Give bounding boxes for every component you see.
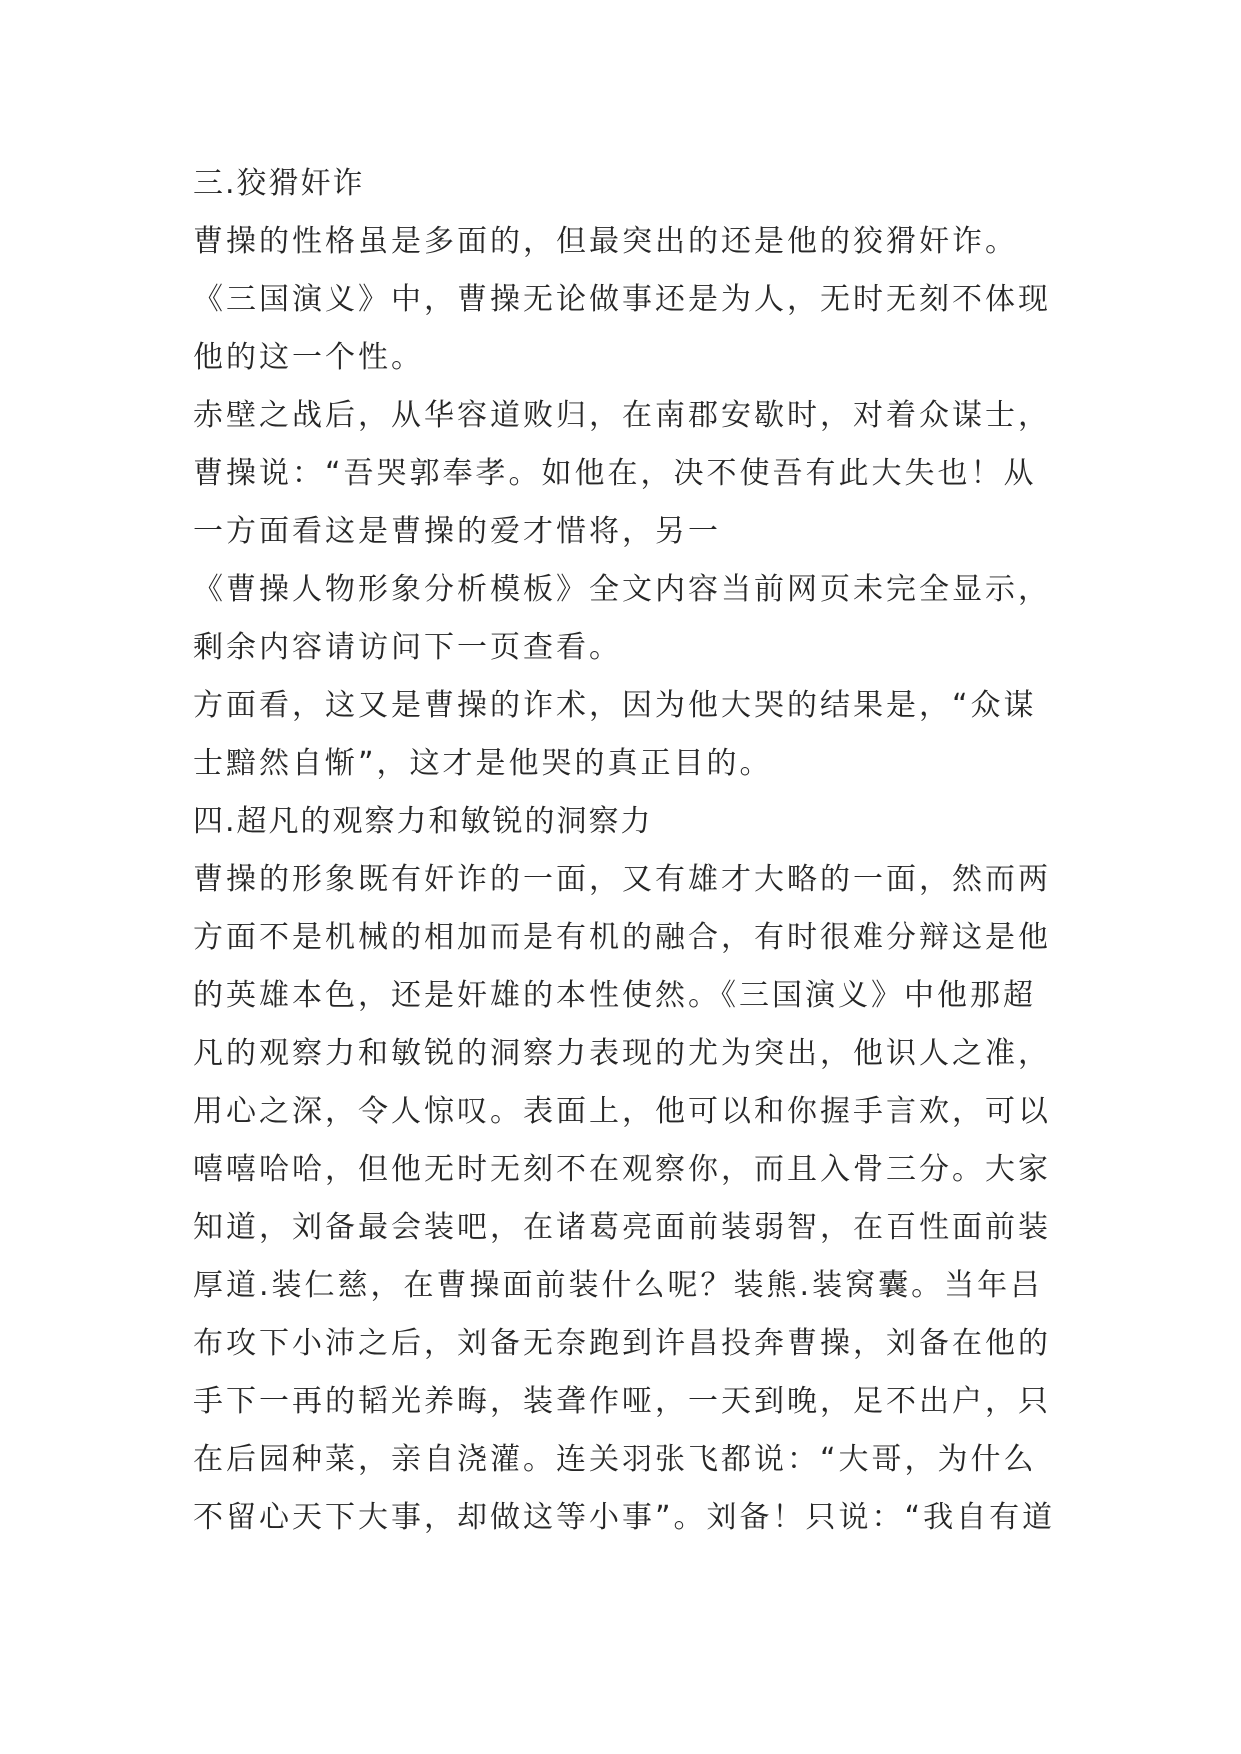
paragraph-line: 嘻嘻哈哈，但他无时无刻不在观察你，而且入骨三分。大家 <box>193 1152 1051 1187</box>
paragraph-line: 赤壁之战后，从华容道败归，在南郡安歇时，对着众谋士， <box>193 398 1051 433</box>
paragraph-line: 方面不是机械的相加而是有机的融合，有时很难分辩这是他 <box>193 920 1051 955</box>
paragraph-line: 用心之深，令人惊叹。表面上，他可以和你握手言欢，可以 <box>193 1094 1051 1129</box>
paragraph-line: 曹操说：“吾哭郭奉孝。如他在，决不使吾有此大失也！从 <box>193 456 1037 491</box>
truncation-notice-line: 剩余内容请访问下一页查看。 <box>193 630 622 665</box>
paragraph-line: 曹操的性格虽是多面的，但最突出的还是他的狡猾奸诈。 <box>193 224 1018 259</box>
paragraph-line: 的英雄本色，还是奸雄的本性使然。《三国演义》中他那超 <box>193 978 1036 1013</box>
truncation-notice-line: 《曹操人物形象分析模板》全文内容当前网页未完全显示， <box>193 572 1051 607</box>
paragraph-line: 《三国演义》中，曹操无论做事还是为人，无时无刻不体现 <box>193 282 1051 317</box>
paragraph-line: 手下一再的韬光养晦，装聋作哑，一天到晚，足不出户，只 <box>193 1384 1051 1419</box>
paragraph-line: 厚道.装仁慈，在曹操面前装什么呢？装熊.装窝囊。当年吕 <box>193 1268 1044 1303</box>
paragraph-line: 不留心天下大事，却做这等小事”。刘备！只说：“我自有道 <box>193 1500 1056 1535</box>
paragraph-line: 方面看，这又是曹操的诈术，因为他大哭的结果是，“众谋 <box>193 688 1037 723</box>
document-body <box>193 155 1073 1547</box>
paragraph-line: 一方面看这是曹操的爱才惜将，另一 <box>193 514 721 549</box>
paragraph-line: 布攻下小沛之后，刘备无奈跑到许昌投奔曹操，刘备在他的 <box>193 1326 1051 1361</box>
paragraph-line: 他的这一个性。 <box>193 340 424 375</box>
paragraph-line: 士黯然自惭”，这才是他哭的真正目的。 <box>193 746 773 781</box>
paragraph-line: 曹操的形象既有奸诈的一面，又有雄才大略的一面，然而两 <box>193 862 1051 897</box>
section-heading-4: 四.超凡的观察力和敏锐的洞察力 <box>193 804 653 839</box>
paragraph-line: 凡的观察力和敏锐的洞察力表现的尤为突出，他识人之准， <box>193 1036 1051 1071</box>
paragraph-line: 知道，刘备最会装吧，在诸葛亮面前装弱智，在百性面前装 <box>193 1210 1051 1245</box>
section-heading-3: 三.狡猾奸诈 <box>193 166 365 201</box>
paragraph-line: 在后园种菜，亲自浇灌。连关羽张飞都说：“大哥，为什么 <box>193 1442 1037 1477</box>
